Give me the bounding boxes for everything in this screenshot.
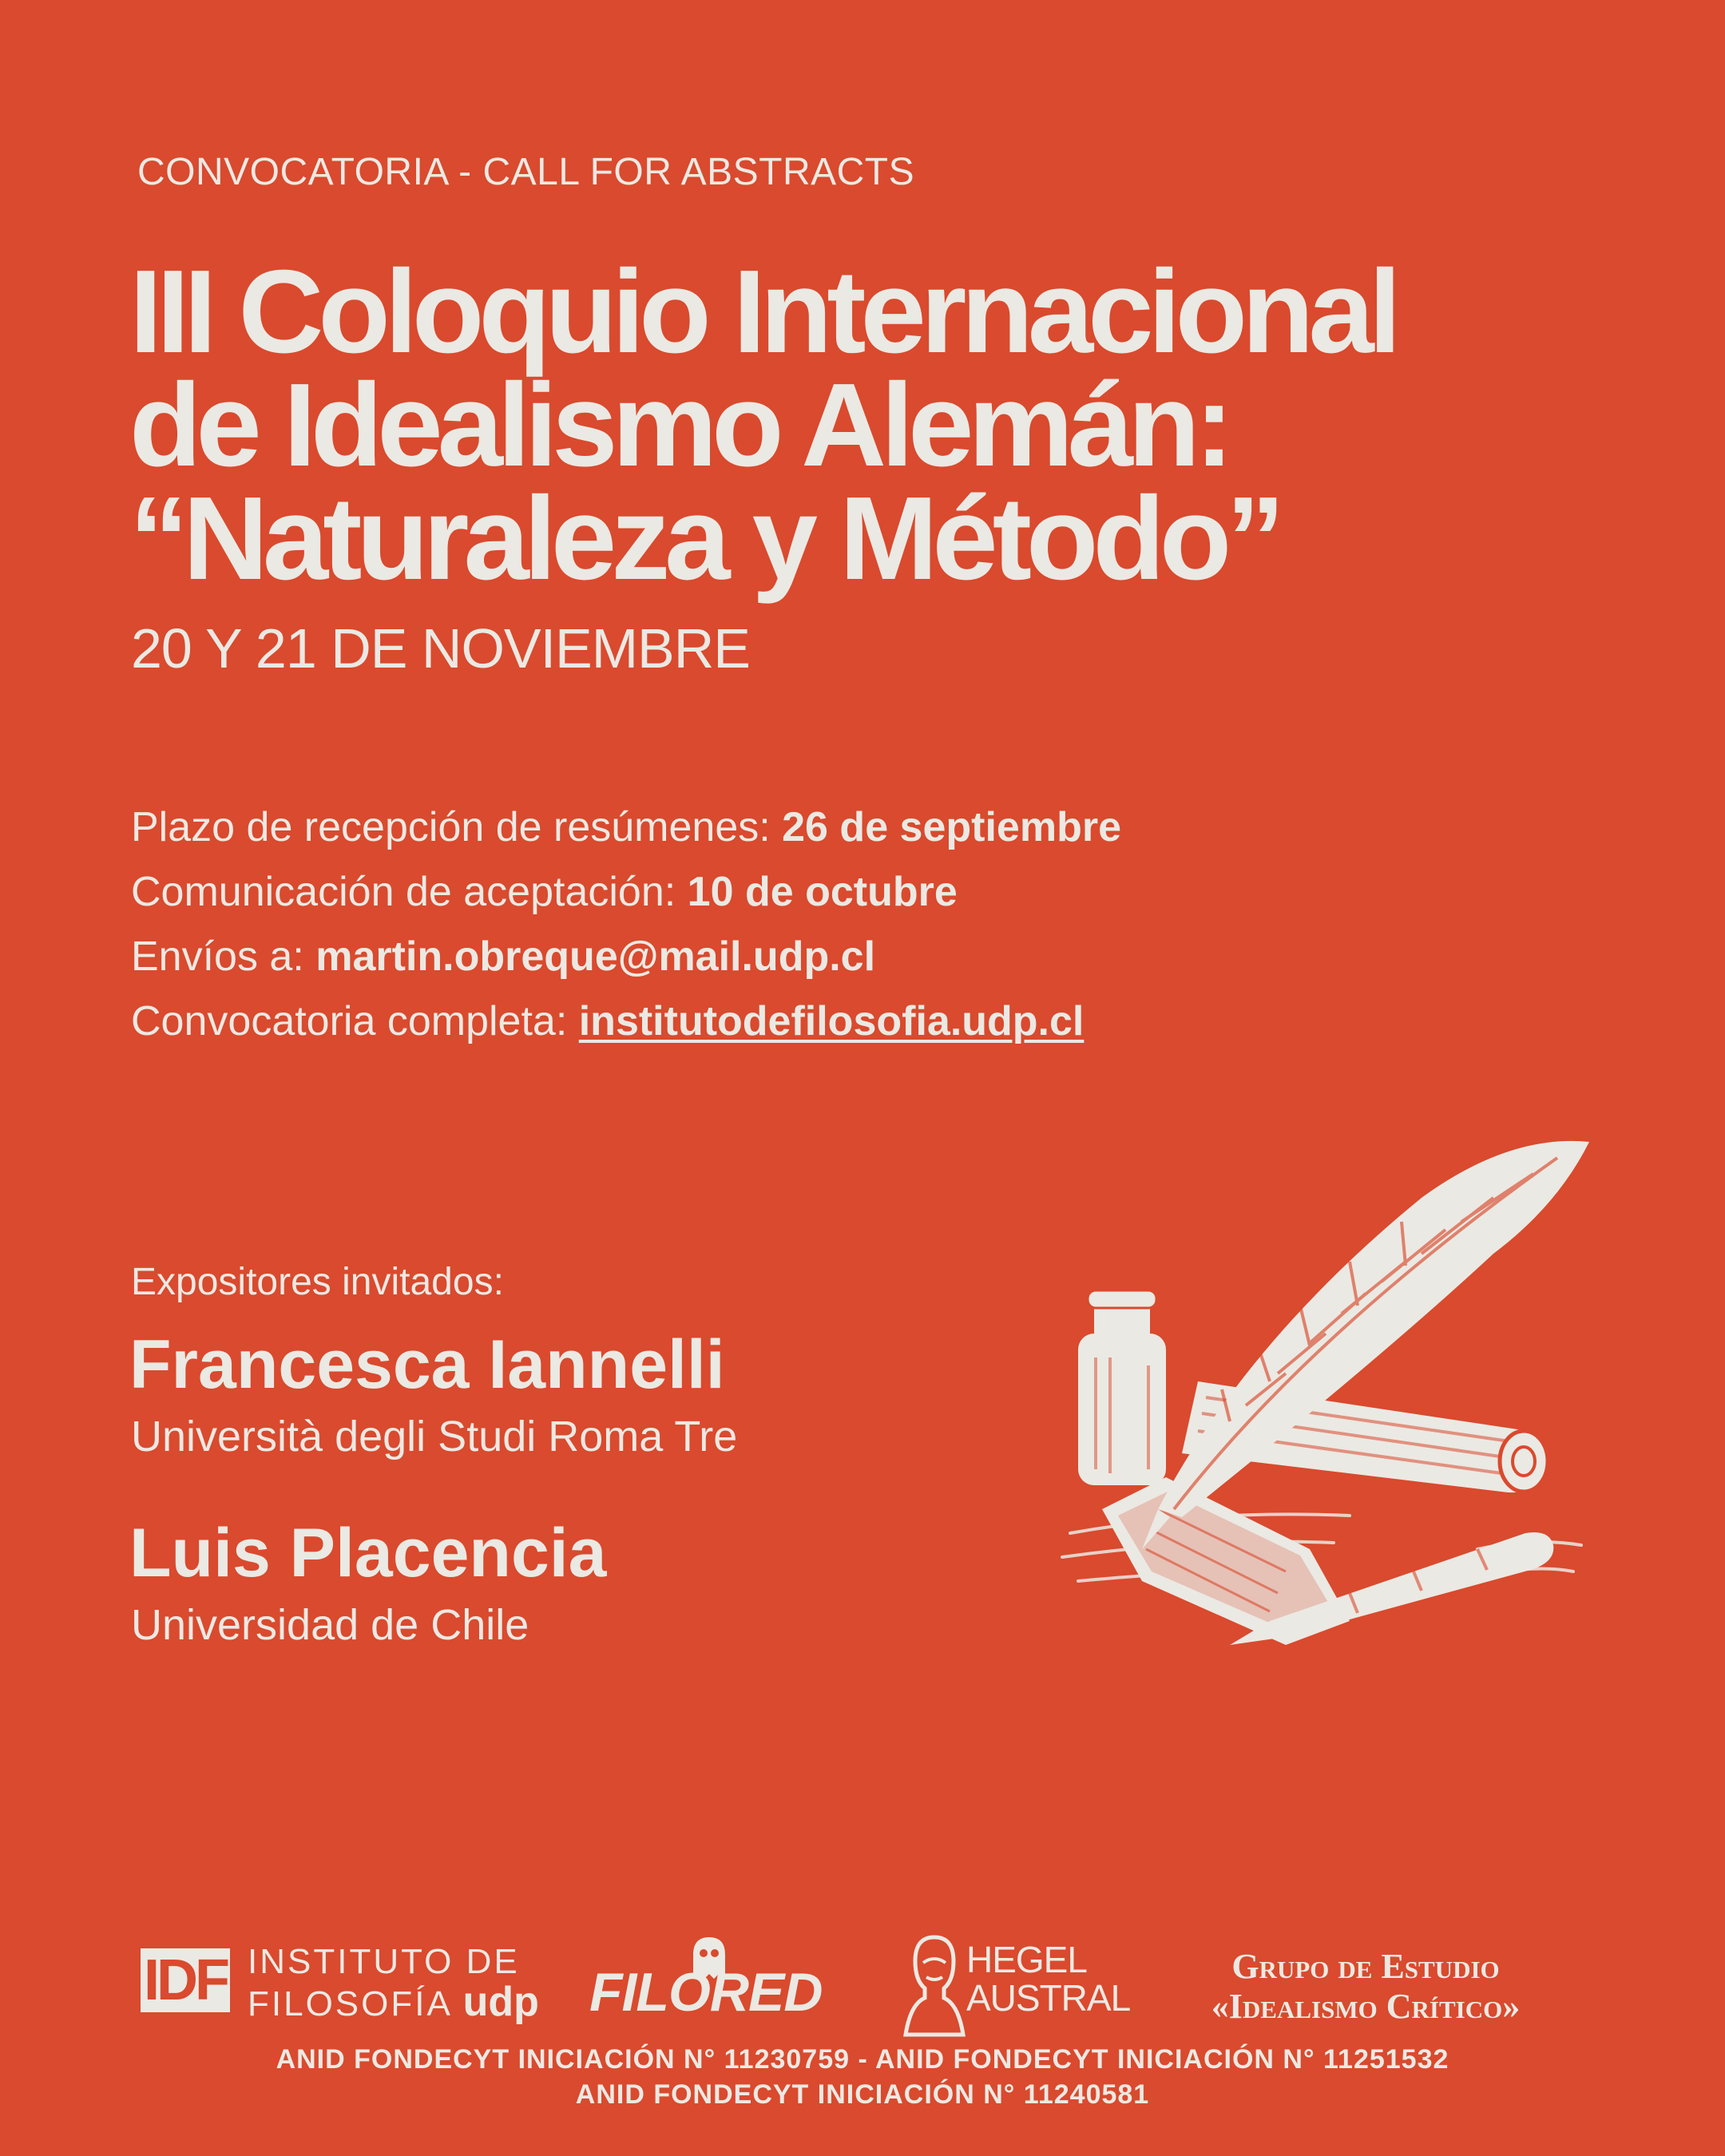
hegel-wordmark xyxy=(966,1940,1130,2017)
acceptance-label: Comunicación de aceptación: xyxy=(131,869,688,915)
hegel-austral-logo xyxy=(902,1931,1131,2038)
full-call-link[interactable]: institutodefilosofia.udp.cl xyxy=(578,998,1085,1044)
deadline-row xyxy=(131,803,1121,851)
speaker-name: Francesca Iannelli xyxy=(129,1326,725,1403)
full-call-row xyxy=(131,997,1084,1045)
quill-inkwell-scroll-illustration xyxy=(1046,1134,1597,1661)
grupo-idealismo-critico-logo xyxy=(1158,1947,1573,2027)
speakers-label: Expositores invitados: xyxy=(131,1261,504,1303)
acceptance-row xyxy=(131,868,958,916)
speaker-institution: Università degli Studi Roma Tre xyxy=(131,1413,738,1460)
send-row xyxy=(131,933,875,981)
funding-line-1: ANID FONDECYT INICIACIÓN N° 11230759 - ANID FONDECYT INICIACIÓN N° 11251532 xyxy=(276,2044,1449,2075)
hegel-line-2: AUSTRAL xyxy=(966,1977,1131,2019)
hegel-line-1: HEGEL xyxy=(966,1939,1087,1980)
send-label: Envíos a: xyxy=(131,933,316,980)
hegel-portrait-icon xyxy=(902,1931,966,2038)
full-call-label: Convocatoria completa: xyxy=(131,998,579,1044)
event-dates: 20 Y 21 DE NOVIEMBRE xyxy=(131,617,750,680)
title-line-1: III Coloquio Internacional xyxy=(129,246,1396,378)
idf-mark: IDF xyxy=(141,1948,230,2012)
idf-line-1: INSTITUTO DE xyxy=(248,1942,520,1981)
send-email[interactable]: martin.obreque@mail.udp.cl xyxy=(315,933,876,980)
filored-logo: FILORED xyxy=(589,1962,823,2023)
grupo-line-1: Grupo de Estudio xyxy=(1231,1947,1500,1986)
deadline-value: 26 de septiembre xyxy=(782,804,1122,850)
call-kicker: CONVOCATORIA - CALL FOR ABSTRACTS xyxy=(137,151,915,193)
event-title xyxy=(129,246,1647,604)
acceptance-value: 10 de octubre xyxy=(687,869,958,915)
deadline-label: Plazo de recepción de resúmenes: xyxy=(131,804,783,850)
idf-line-2: FILOSOFÍA udp xyxy=(248,1979,539,2025)
speaker-name: Luis Placencia xyxy=(129,1515,607,1591)
title-line-3: “Naturaleza y Método” xyxy=(129,473,1280,604)
idf-wordmark xyxy=(248,1942,539,2024)
grupo-line-2: «Idealismo Crítico» xyxy=(1211,1987,1521,2026)
speaker-institution: Universidad de Chile xyxy=(131,1601,529,1649)
title-line-2: de Idealismo Alemán: xyxy=(129,359,1229,491)
idf-udp-logo xyxy=(141,1942,539,2031)
udp-mark: udp xyxy=(462,1979,539,2025)
funding-line-2: ANID FONDECYT INICIACIÓN N° 11240581 xyxy=(575,2079,1150,2110)
